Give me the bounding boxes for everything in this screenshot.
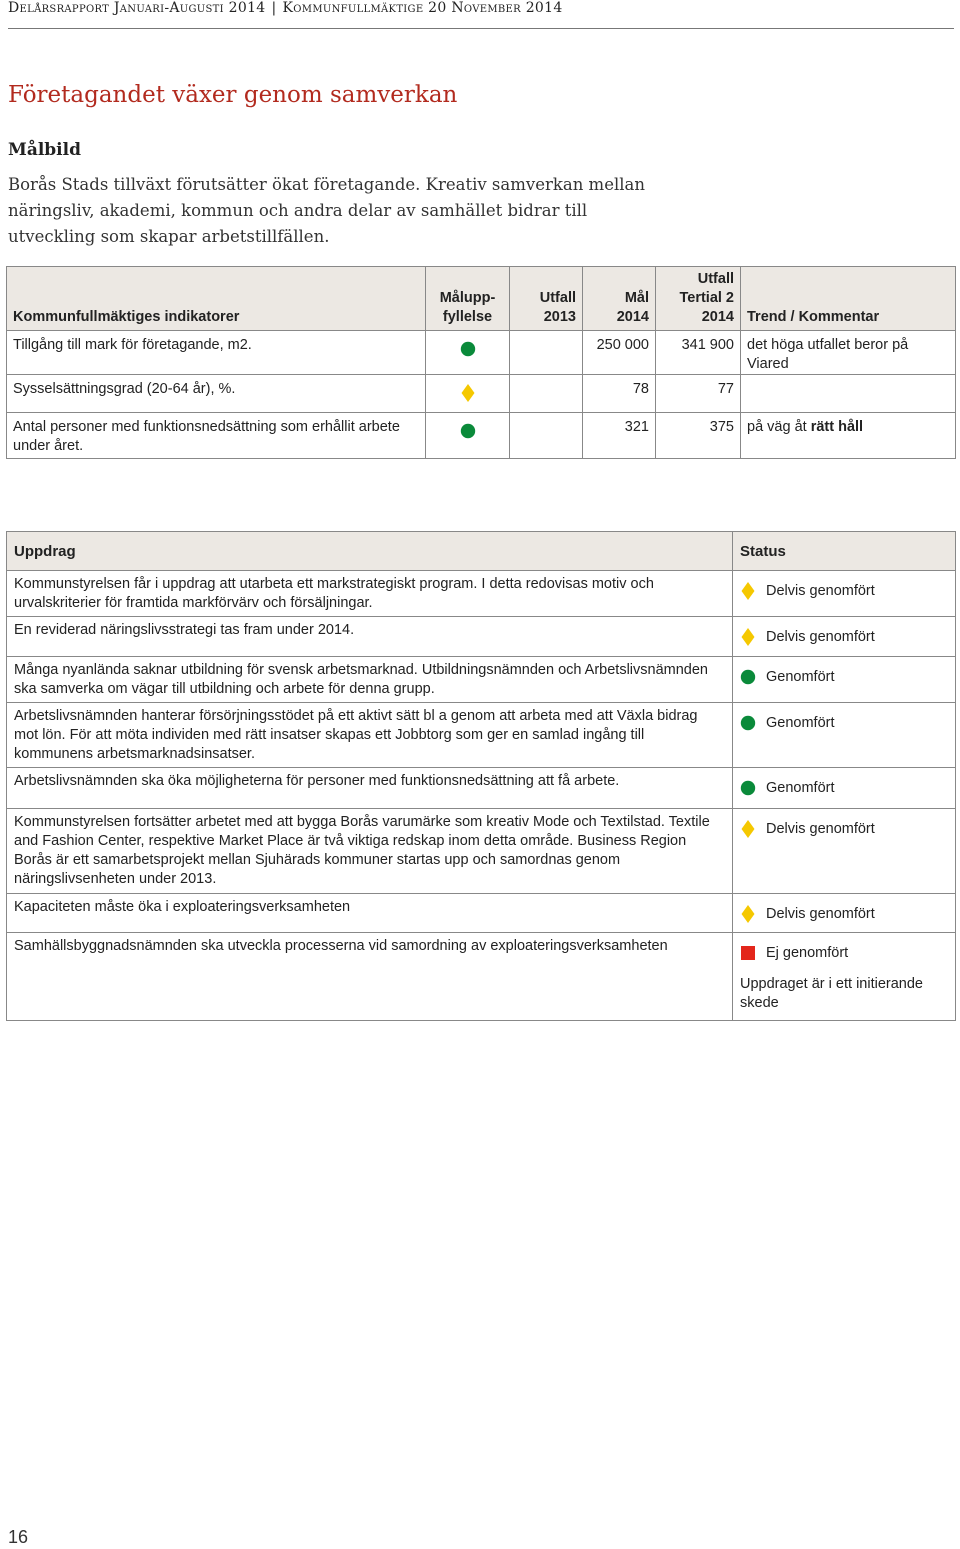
goal-2014-header: Mål 2014 bbox=[583, 267, 656, 331]
comment-cell: på väg åt rätt håll bbox=[741, 413, 956, 459]
tertial-2014-cell: 375 bbox=[656, 413, 741, 459]
tertial-2014-header: Utfall Tertial 2 2014 bbox=[656, 267, 741, 331]
outcome-2013-cell bbox=[510, 375, 583, 413]
indicator-table bbox=[6, 266, 956, 459]
indicator-cell: Sysselsättningsgrad (20-64 år), %. bbox=[7, 375, 426, 413]
section-title: Företagandet växer genom samverkan bbox=[8, 82, 458, 108]
status-header: Status bbox=[733, 532, 956, 571]
outcome-2013-header: Utfall 2013 bbox=[510, 267, 583, 331]
yellow-diamond-icon bbox=[460, 383, 476, 403]
yellow-diamond-icon bbox=[740, 819, 756, 839]
task-cell: Arbetslivsnämnden hanterar försörjningsstödet på ett aktivt sätt bl a genom att arbeta med att Växla bidrag mot lön. För att möta individen med rätt insatser skapas ett Jobbtorg som ger en samlad ingång till kommunens arbetsmarknadsinsatser. bbox=[7, 703, 733, 768]
page-number: 16 bbox=[8, 1527, 29, 1547]
status-label: Genomfört bbox=[766, 714, 835, 731]
table-row bbox=[7, 413, 956, 459]
table-row bbox=[7, 375, 956, 413]
status-cell bbox=[733, 894, 956, 933]
task-cell: Kapaciteten måste öka i exploateringsverksamheten bbox=[7, 894, 733, 933]
task-cell: Kommunstyrelsen får i uppdrag att utarbeta ett markstrategiskt program. I detta redovisas motiv och urvalskriterier för framtida markförvärv och försäljningar. bbox=[7, 571, 733, 617]
comment-header: Trend / Kommentar bbox=[741, 267, 956, 331]
yellow-diamond-icon bbox=[740, 581, 756, 601]
yellow-diamond-icon bbox=[740, 904, 756, 924]
tertial-2014-cell: 77 bbox=[656, 375, 741, 413]
table-row bbox=[7, 809, 956, 894]
table-row bbox=[7, 617, 956, 657]
status-label: Genomfört bbox=[766, 668, 835, 685]
green-circle-icon bbox=[460, 339, 476, 359]
status-label: Delvis genomfört bbox=[766, 905, 875, 922]
goal-2014-cell: 250 000 bbox=[583, 331, 656, 375]
running-header-left: Delårsrapport Januari-Augusti 2014 bbox=[8, 0, 266, 16]
status-label: Genomfört bbox=[766, 779, 835, 796]
fulfilment-header: Målupp- fyllelse bbox=[426, 267, 510, 331]
green-circle-icon bbox=[740, 713, 756, 733]
running-header-separator: | bbox=[271, 0, 277, 16]
task-cell: En reviderad näringslivsstrategi tas fram under 2014. bbox=[7, 617, 733, 657]
table-row bbox=[7, 331, 956, 375]
table-row bbox=[7, 703, 956, 768]
task-cell: Samhällsbyggnadsnämnden ska utveckla processerna vid samordning av exploateringsverksamheten bbox=[7, 933, 733, 1021]
indicator-cell: Tillgång till mark för företagande, m2. bbox=[7, 331, 426, 375]
green-circle-icon bbox=[740, 778, 756, 798]
fulfilment-cell bbox=[426, 413, 510, 459]
table-row bbox=[7, 571, 956, 617]
status-cell bbox=[733, 571, 956, 617]
status-cell bbox=[733, 933, 956, 1021]
running-header bbox=[8, 0, 563, 18]
green-circle-icon bbox=[460, 421, 476, 441]
indicator-cell: Antal personer med funktionsnedsättning som erhållit arbete under året. bbox=[7, 413, 426, 459]
comment-cell bbox=[741, 375, 956, 413]
goal-2014-cell: 78 bbox=[583, 375, 656, 413]
table-row bbox=[7, 657, 956, 703]
status-cell bbox=[733, 617, 956, 657]
red-square-icon bbox=[740, 943, 756, 963]
running-header-right: Kommunfullmäktige 20 November 2014 bbox=[282, 0, 563, 16]
table-row bbox=[7, 894, 956, 933]
task-cell: Kommunstyrelsen fortsätter arbetet med att bygga Borås varumärke som kreativ Mode och Textilstad. Textile and Fashion Center, respektive Market Place är två viktiga redskap inom detta område. Business Region Borås är ett samarbetsprojekt mellan Sjuhärads kommuner startas upp och samordnas genom näringslivsenheten under 2013. bbox=[7, 809, 733, 894]
status-cell bbox=[733, 809, 956, 894]
tertial-2014-cell: 341 900 bbox=[656, 331, 741, 375]
outcome-2013-cell bbox=[510, 413, 583, 459]
green-circle-icon bbox=[740, 667, 756, 687]
status-cell bbox=[733, 657, 956, 703]
fulfilment-cell bbox=[426, 331, 510, 375]
table-row bbox=[7, 768, 956, 809]
intro-text: Borås Stads tillväxt förutsätter ökat företagande. Kreativ samverkan mellan näringsliv, akademi, kommun och andra delar av samhället bidrar till utveckling som skapar arbetstillfällen. bbox=[8, 175, 645, 246]
fulfilment-cell bbox=[426, 375, 510, 413]
task-cell: Många nyanlända saknar utbildning för svensk arbetsmarknad. Utbildningsnämnden och Arbetslivsnämnden ska samverka om vägar till utbildning och arbete för denna grupp. bbox=[7, 657, 733, 703]
outcome-2013-cell bbox=[510, 331, 583, 375]
comment-cell: det höga utfallet beror på Viared bbox=[741, 331, 956, 375]
status-note: Uppdraget är i ett initierande skede bbox=[740, 976, 923, 1011]
goal-2014-cell: 321 bbox=[583, 413, 656, 459]
status-label: Delvis genomfört bbox=[766, 820, 875, 837]
task-table bbox=[6, 531, 956, 1021]
sub-heading: Målbild bbox=[8, 140, 81, 160]
status-label: Ej genomfört bbox=[766, 944, 849, 961]
header-rule bbox=[8, 28, 954, 29]
status-cell bbox=[733, 768, 956, 809]
task-header: Uppdrag bbox=[7, 532, 733, 571]
yellow-diamond-icon bbox=[740, 627, 756, 647]
status-label: Delvis genomfört bbox=[766, 628, 875, 645]
table-row bbox=[7, 933, 956, 1021]
status-cell bbox=[733, 703, 956, 768]
indicator-header: Kommunfullmäktiges indikatorer bbox=[7, 267, 426, 331]
status-label: Delvis genomfört bbox=[766, 582, 875, 599]
task-cell: Arbetslivsnämnden ska öka möjligheterna för personer med funktionsnedsättning att få arbete. bbox=[7, 768, 733, 809]
